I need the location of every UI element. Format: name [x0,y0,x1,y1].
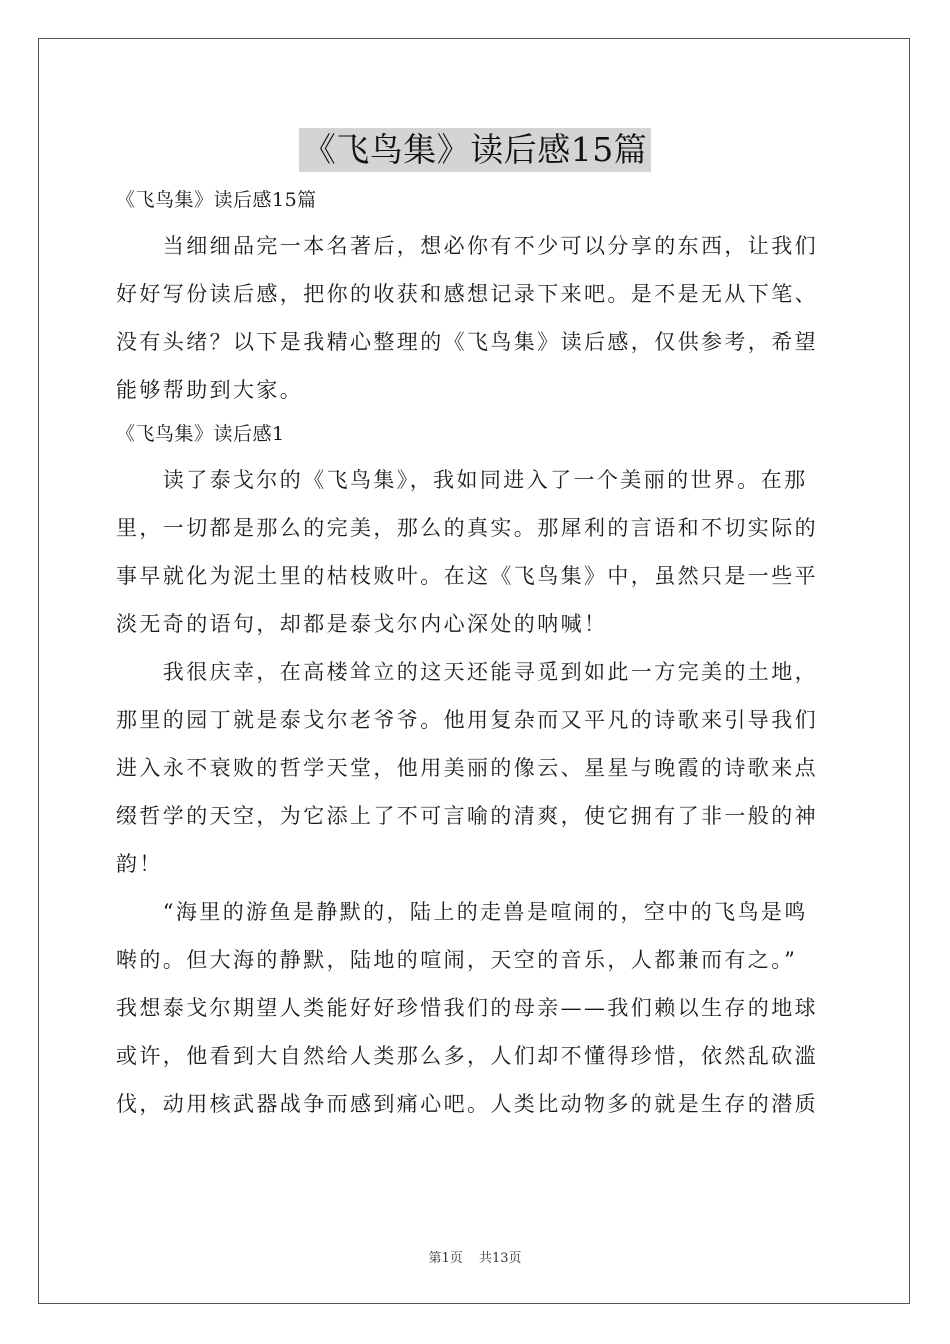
text-line: 那里的园丁就是泰戈尔老爷爷。他用复杂而又平凡的诗歌来引导我们 [116,708,818,732]
text-line: 啭的。但大海的静默，陆地的喧闹，天空的音乐，人都兼而有之。” [116,948,798,972]
document-body [116,180,836,1128]
text-line: 淡无奇的语句，却都是泰戈尔内心深处的呐喊！ [116,612,608,636]
text-line: 事早就化为泥土里的枯枝败叶。在这《飞鸟集》中，虽然只是一些平 [116,564,818,588]
text-line: 缀哲学的天空，为它添上了不可言喻的清爽，使它拥有了非一般的神 [116,804,818,828]
text-line: 伐，动用核武器战争而感到痛心吧。人类比动物多的就是生存的潜质 [116,1092,818,1116]
text-line: 或许，他看到大自然给人类那么多，人们却不懂得珍惜，依然乱砍滥 [116,1044,818,1068]
title-container [0,128,950,172]
text-line: 读了泰戈尔的《飞鸟集》，我如同进入了一个美丽的世界。在那 [116,468,808,492]
text-line: 能够帮助到大家。 [116,378,304,402]
intro-paragraph [116,222,836,414]
paragraph-3 [116,888,836,1128]
subtitle: 《飞鸟集》读后感15篇 [116,189,317,211]
text-line: 里，一切都是那么的完美，那么的真实。那犀利的言语和不切实际的 [116,516,818,540]
text-line: “海里的游鱼是静默的，陆上的走兽是喧闹的，空中的飞鸟是鸣 [116,900,808,924]
section-heading: 《飞鸟集》读后感1 [116,423,285,445]
document-title: 《飞鸟集》读后感15篇 [299,128,652,172]
text-line: 我想泰戈尔期望人类能好好珍惜我们的母亲——我们赖以生存的地球 [116,996,818,1020]
text-line: 进入永不衰败的哲学天堂，他用美丽的像云、星星与晚霞的诗歌来点 [116,756,818,780]
text-line: 没有头绪？以下是我精心整理的《飞鸟集》读后感，仅供参考，希望 [116,330,818,354]
paragraph-1 [116,456,836,648]
text-line: 好好写份读后感，把你的收获和感想记录下来吧。是不是无从下笔、 [116,282,818,306]
paragraph-2 [116,648,836,888]
text-line: 我很庆幸，在高楼耸立的这天还能寻觅到如此一方完美的土地， [116,660,818,684]
page-number: 第1页 [428,1251,463,1266]
text-line: 韵！ [116,852,163,876]
text-line: 当细细品完一本名著后，想必你有不少可以分享的东西，让我们 [116,234,818,258]
page-footer [0,1247,950,1266]
page-total: 共13页 [478,1251,522,1266]
